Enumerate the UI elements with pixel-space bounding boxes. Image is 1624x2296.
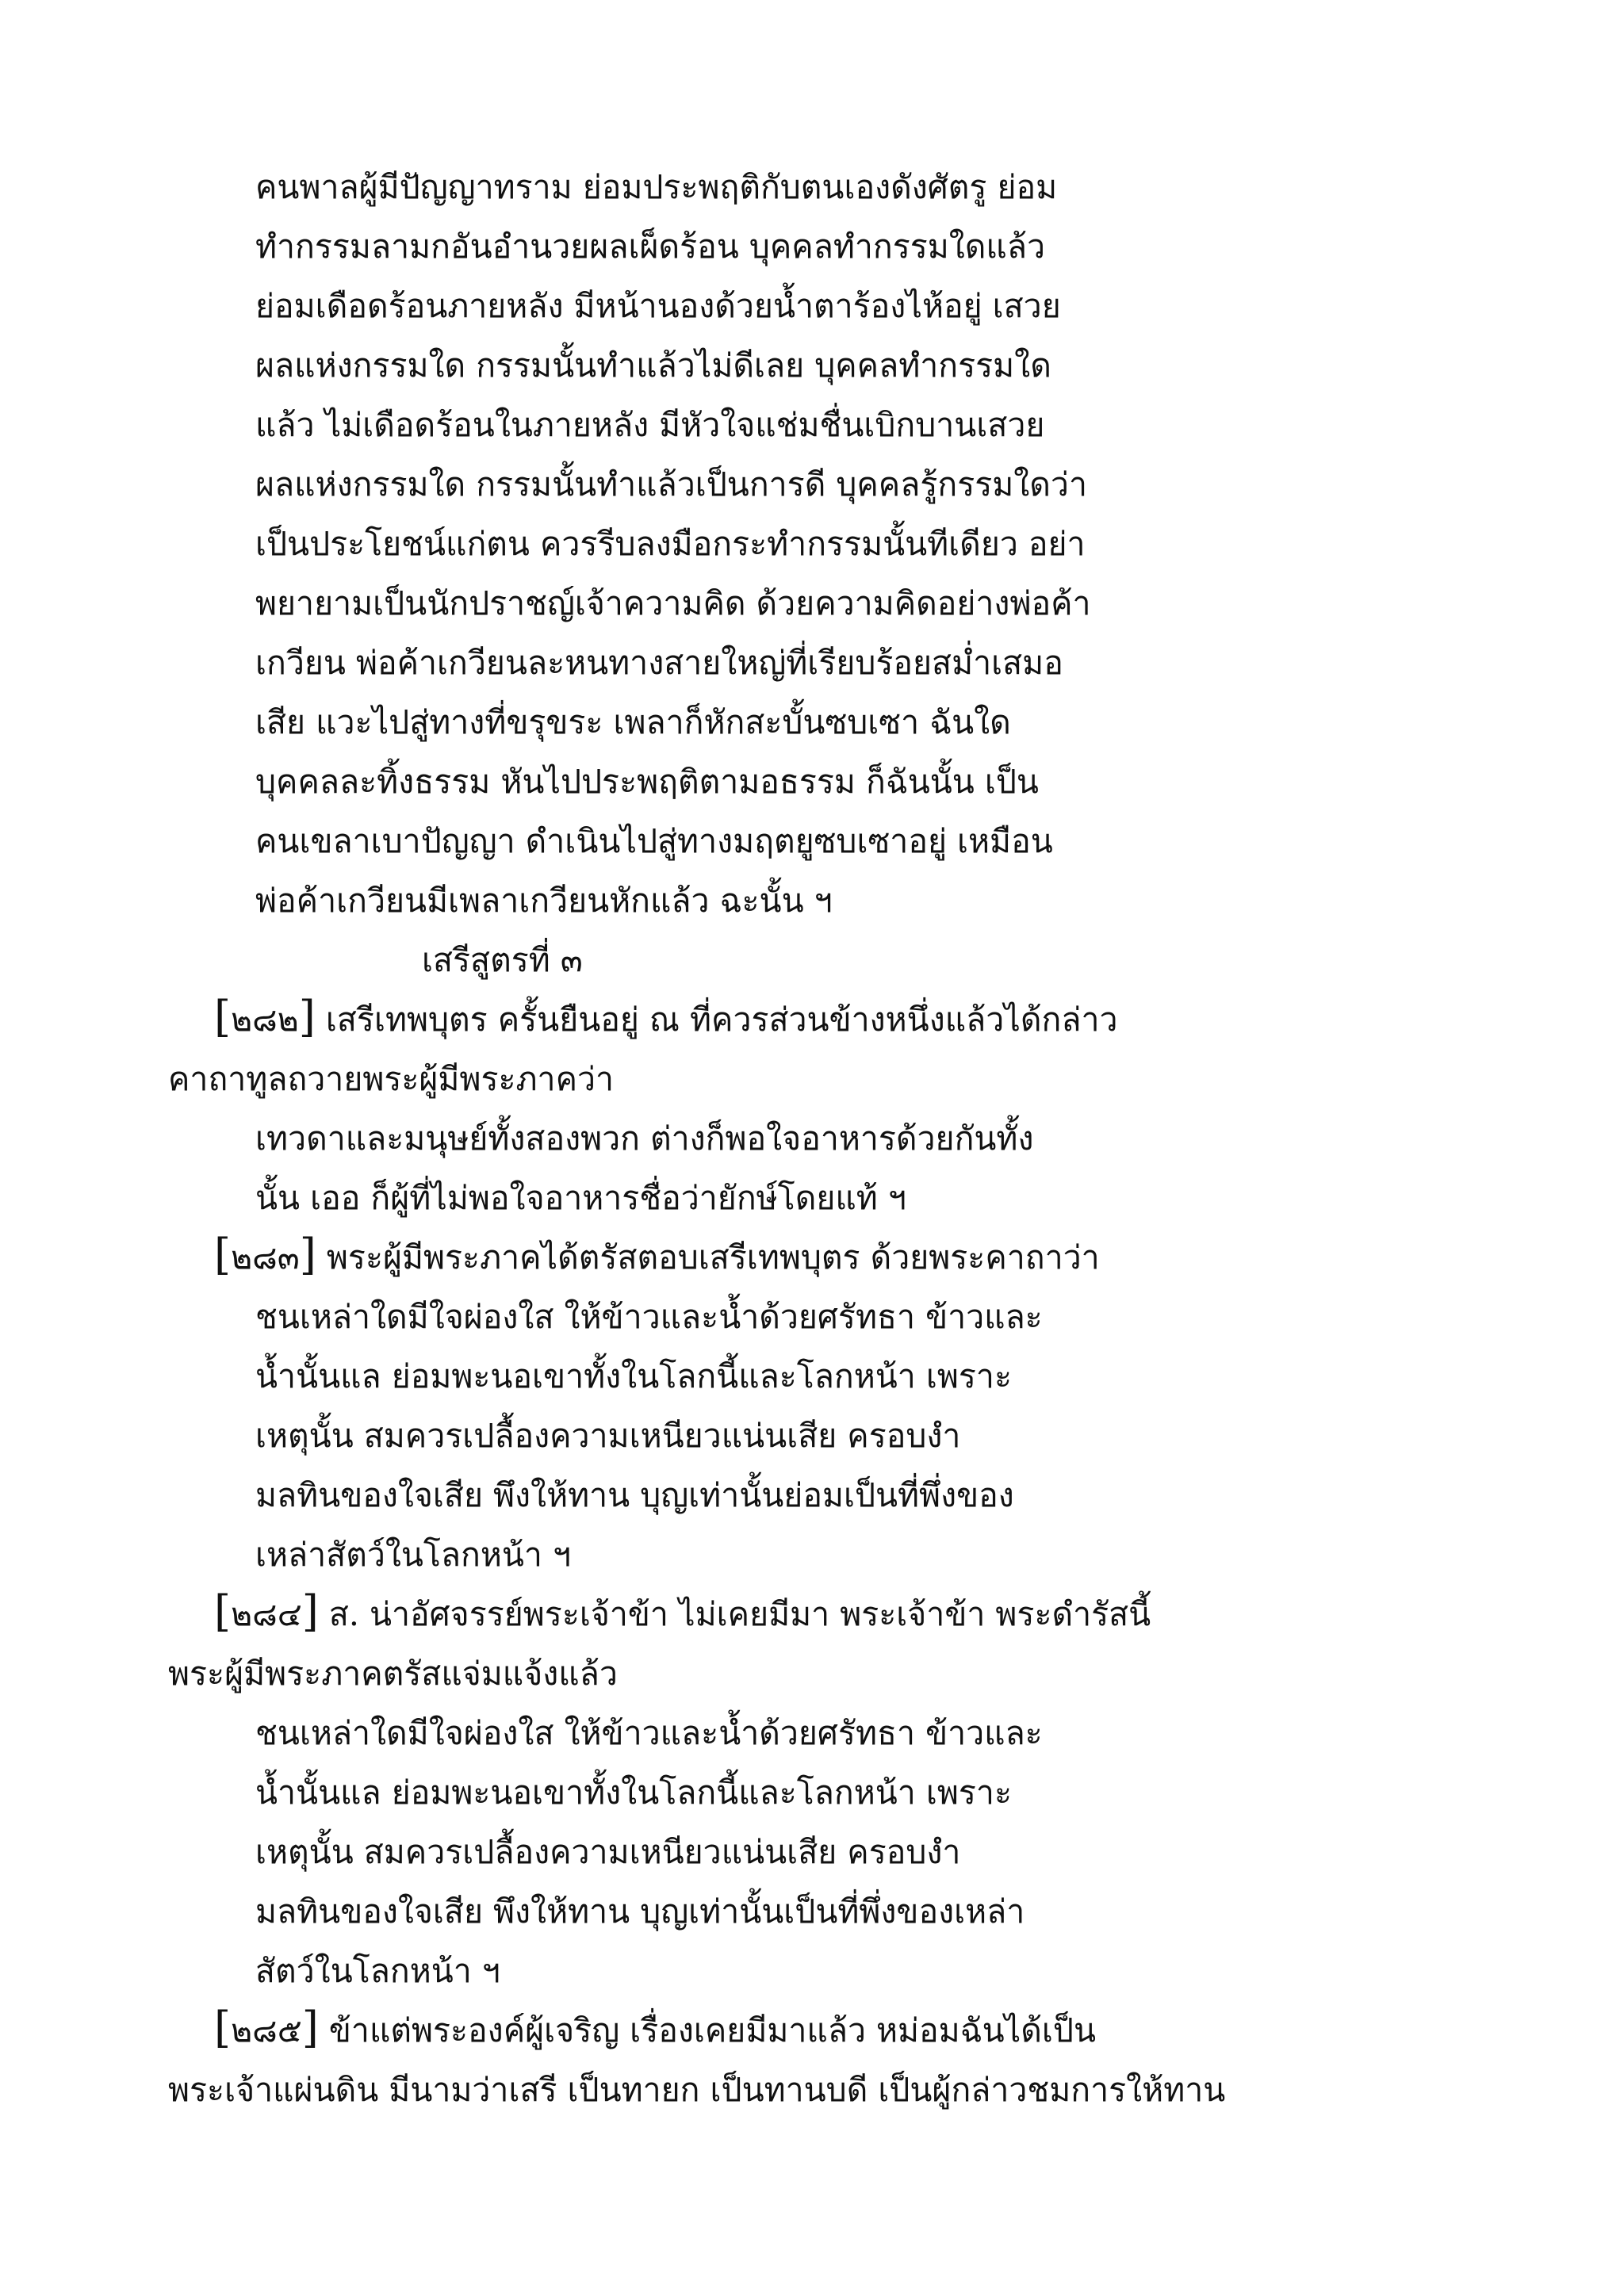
- paragraph-283: [214, 1230, 1100, 1281]
- verse-line: สัตว์ในโลกหน้า ฯ: [255, 1952, 500, 1990]
- paragraph-continuation: พระผู้มีพระภาคตรัสแจ่มแจ้งแล้ว: [168, 1655, 618, 1693]
- bracket-close: ]: [301, 1586, 319, 1636]
- paragraph-number: ๒๘๕: [231, 2011, 302, 2049]
- verse-line: เทวดาและมนุษย์ทั้งสองพวก ต่างก็พอใจอาหารด้วยกันทั้ง: [255, 1119, 1034, 1158]
- bracket-close: ]: [299, 1230, 316, 1280]
- paragraph-continuation: คาถาทูลถวายพระผู้มีพระภาคว่า: [168, 1060, 615, 1098]
- paragraph-number: ๒๘๒: [231, 1001, 299, 1039]
- verse-line: ชนเหล่าใดมีใจผ่องใส ให้ข้าวและน้ำด้วยศรัทธา ข้าวและ: [255, 1298, 1043, 1336]
- verse-line: มลทินของใจเสีย พึงให้ทาน บุญเท่านั้นเป็นที่พึ่งของเหล่า: [255, 1892, 1025, 1931]
- bracket-open: [: [214, 1230, 232, 1280]
- bracket-open: [: [214, 2003, 232, 2053]
- verse-line: นั้น เออ ก็ผู้ที่ไม่พอใจอาหารชื่อว่ายักษ์โดยแท้ ฯ: [255, 1179, 906, 1217]
- paragraph-text: ส. น่าอัศจรรย์พระเจ้าข้า ไม่เคยมีมา พระเจ้าข้า พระดำรัสนี้: [328, 1595, 1151, 1633]
- paragraph-text: เสรีเทพบุตร ครั้นยืนอยู่ ณ ที่ควรส่วนข้างหนึ่งแล้วได้กล่าว: [325, 1001, 1118, 1039]
- verse-line: เป็นประโยชน์แก่ตน ควรรีบลงมือกระทำกรรมนั้นทีเดียว อย่า: [255, 525, 1086, 563]
- verse-line: ทำกรรมลามกอันอำนวยผลเผ็ดร้อน บุคคลทำกรรมใดแล้ว: [255, 228, 1045, 266]
- verse-line: พยายามเป็นนักปราชญ์เจ้าความคิด ด้วยความคิดอย่างพ่อค้า: [255, 584, 1091, 622]
- section-heading: เสรีสูตรที่ ๓: [422, 941, 583, 979]
- bracket-close: ]: [298, 992, 316, 1042]
- verse-line: เหล่าสัตว์ในโลกหน้า ฯ: [255, 1536, 572, 1574]
- verse-line: มลทินของใจเสีย พึงให้ทาน บุญเท่านั้นย่อมเป็นที่พึ่งของ: [255, 1476, 1014, 1514]
- verse-line: น้ำนั้นแล ย่อมพะนอเขาทั้งในโลกนี้และโลกหน้า เพราะ: [255, 1357, 1012, 1395]
- bracket-close: ]: [301, 2003, 319, 2053]
- paragraph-282: [214, 992, 1118, 1043]
- paragraph-284: [214, 1586, 1151, 1638]
- verse-line: บุคคลละทิ้งธรรม หันไปประพฤติตามอธรรม ก็ฉันนั้น เป็น: [255, 763, 1039, 801]
- verse-line: ผลแห่งกรรมใด กรรมนั้นทำแล้วเป็นการดี บุคคลรู้กรรมใดว่า: [255, 465, 1087, 503]
- verse-line: ผลแห่งกรรมใด กรรมนั้นทำแล้วไม่ดีเลย บุคคลทำกรรมใด: [255, 346, 1051, 385]
- verse-line: คนพาลผู้มีปัญญาทราม ย่อมประพฤติกับตนเองดังศัตรู ย่อม: [255, 168, 1058, 206]
- verse-line: เหตุนั้น สมควรเปลื้องความเหนียวแน่นเสีย ครอบงำ: [255, 1417, 961, 1455]
- verse-line: คนเขลาเบาปัญญา ดำเนินไปสู่ทางมฤตยูซบเซาอยู่ เหมือน: [255, 822, 1053, 860]
- verse-line: เกวียน พ่อค้าเกวียนละหนทางสายใหญ่ที่เรียบร้อยสม่ำเสมอ: [255, 644, 1063, 682]
- verse-line: ชนเหล่าใดมีใจผ่องใส ให้ข้าวและน้ำด้วยศรัทธา ข้าวและ: [255, 1714, 1043, 1752]
- paragraph-285: [214, 2003, 1096, 2054]
- verse-line: แล้ว ไม่เดือดร้อนในภายหลัง มีหัวใจแช่มชื่นเบิกบานเสวย: [255, 406, 1045, 444]
- bracket-open: [: [214, 1586, 232, 1636]
- paragraph-text: ข้าแต่พระองค์ผู้เจริญ เรื่องเคยมีมาแล้ว หม่อมฉันได้เป็น: [328, 2011, 1096, 2049]
- verse-line: เหตุนั้น สมควรเปลื้องความเหนียวแน่นเสีย ครอบงำ: [255, 1833, 961, 1871]
- paragraph-continuation: พระเจ้าแผ่นดิน มีนามว่าเสรี เป็นทายก เป็นทานบดี เป็นผู้กล่าวชมการให้ทาน: [168, 2071, 1226, 2109]
- verse-line: เสีย แวะไปสู่ทางที่ขรุขระ เพลาก็หักสะบั้นซบเซา ฉันใด: [255, 703, 1011, 741]
- paragraph-number: ๒๘๓: [231, 1238, 300, 1276]
- verse-line: พ่อค้าเกวียนมีเพลาเกวียนหักแล้ว ฉะนั้น ฯ: [255, 882, 833, 920]
- paragraph-text: พระผู้มีพระภาคได้ตรัสตอบเสรีเทพบุตร ด้วยพระคาถาว่า: [326, 1238, 1100, 1276]
- paragraph-number: ๒๘๔: [231, 1595, 302, 1633]
- verse-line: ย่อมเดือดร้อนภายหลัง มีหน้านองด้วยน้ำตาร้องไห้อยู่ เสวย: [255, 287, 1061, 325]
- bracket-open: [: [214, 992, 232, 1042]
- verse-line: น้ำนั้นแล ย่อมพะนอเขาทั้งในโลกนี้และโลกหน้า เพราะ: [255, 1774, 1012, 1812]
